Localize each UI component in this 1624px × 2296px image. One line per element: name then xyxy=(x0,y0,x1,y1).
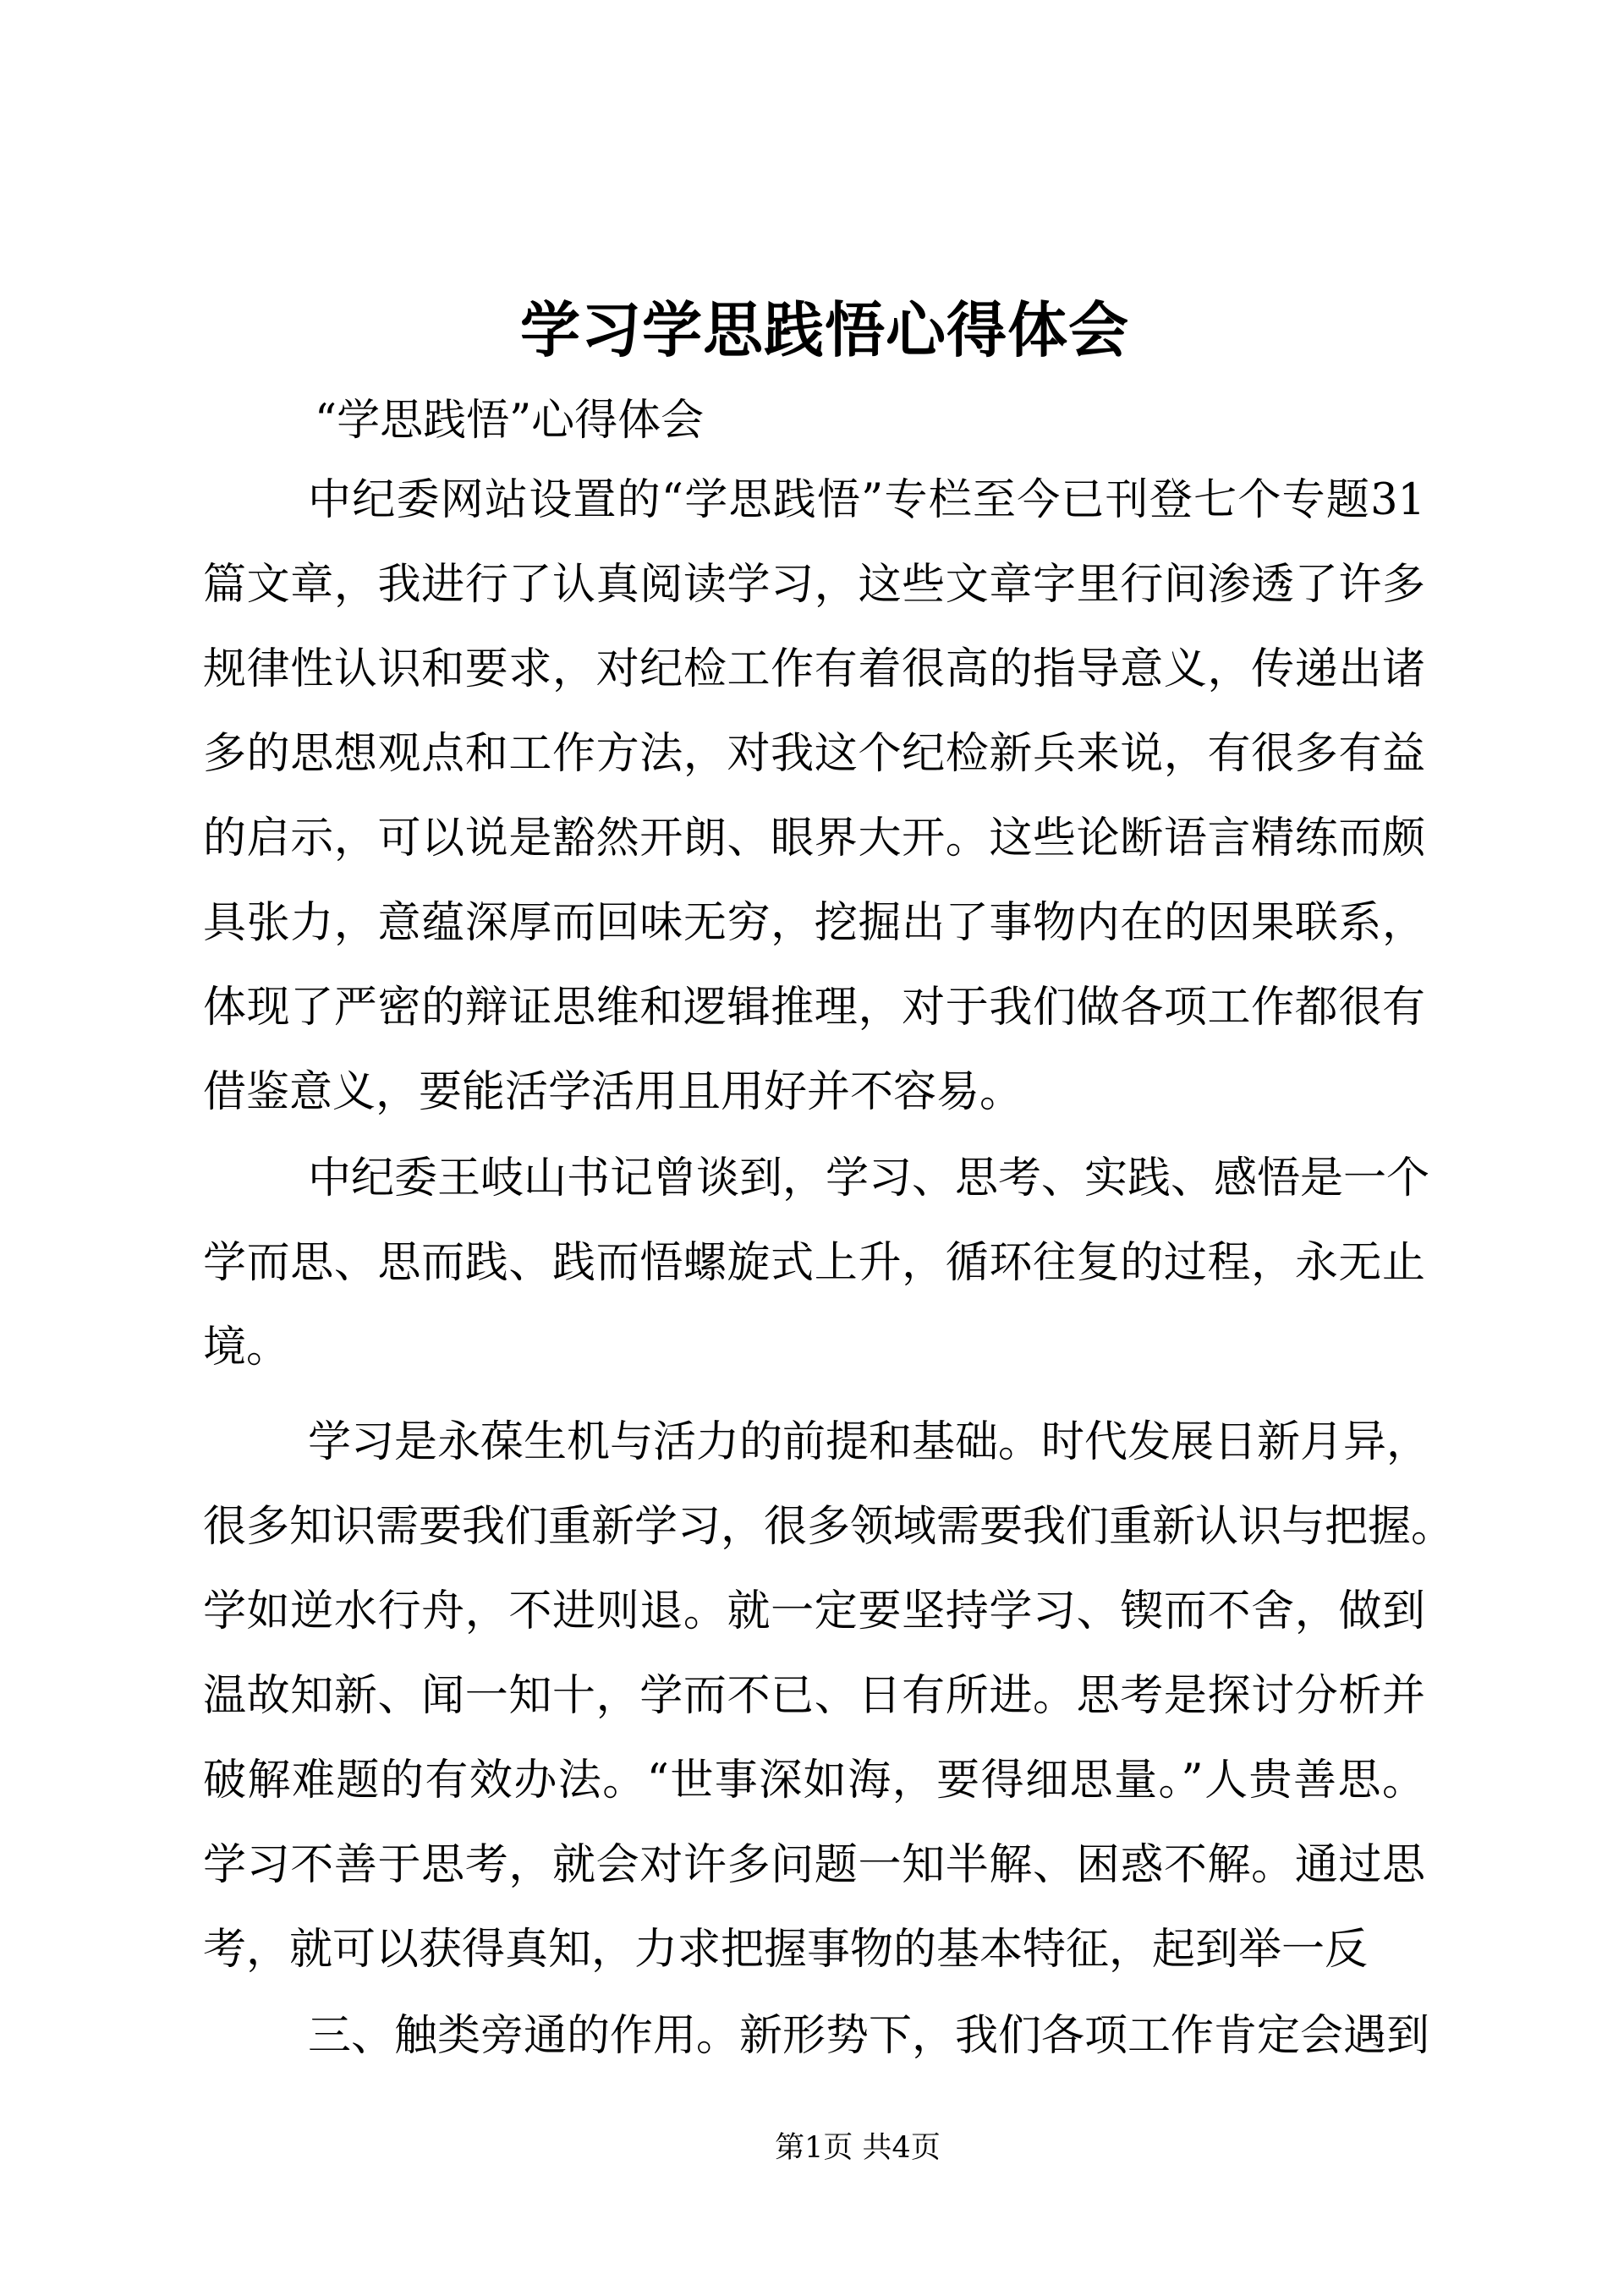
text-line: 破解难题的有效办法。“世事深如海，要得细思量。”人贵善思。 xyxy=(203,1756,1425,1806)
text-line: 篇文章，我进行了认真阅读学习，这些文章字里行间渗透了许多 xyxy=(203,560,1425,610)
text-line: 借鉴意义，要能活学活用且用好并不容易。 xyxy=(203,1067,1023,1117)
paragraph-4 xyxy=(203,1994,1430,2079)
document-title: 学习学思践悟心得体会 xyxy=(519,294,1129,365)
text-line: 体现了严密的辩证思维和逻辑推理，对于我们做各项工作都很有 xyxy=(203,983,1425,1033)
text-line: 学如逆水行舟，不进则退。就一定要坚持学习、锲而不舍，做到 xyxy=(203,1586,1425,1636)
page-number-footer: 第1页 共4页 xyxy=(775,2131,941,2165)
text-line: 考，就可以获得真知，力求把握事物的基本特征，起到举一反 xyxy=(203,1925,1369,1975)
text-line: 中纪委网站设置的“学思践悟”专栏至今已刊登七个专题31 xyxy=(308,475,1425,525)
text-line: 多的思想观点和工作方法，对我这个纪检新兵来说，有很多有益 xyxy=(203,729,1425,779)
text-line: 的启示，可以说是豁然开朗、眼界大开。这些论断语言精练而颇 xyxy=(203,814,1425,863)
paragraph-1 xyxy=(203,458,1425,1135)
text-line: 规律性认识和要求，对纪检工作有着很高的指导意义，传递出诸 xyxy=(203,644,1425,694)
text-line: 中纪委王岐山书记曾谈到，学习、思考、实践、感悟是一个 xyxy=(308,1153,1430,1203)
text-line: 温故知新、闻一知十，学而不已、日有所进。思考是探讨分析并 xyxy=(203,1671,1425,1721)
text-line: 三、触类旁通的作用。新形势下，我们各项工作肯定会遇到 xyxy=(308,2011,1430,2061)
text-line: 很多知识需要我们重新学习，很多领域需要我们重新认识与把握。 xyxy=(203,1502,1455,1552)
paragraph-2 xyxy=(203,1137,1430,1390)
document-subtitle: “学思践悟”心得体会 xyxy=(315,396,705,446)
paragraph-3 xyxy=(203,1400,1455,1992)
text-line: 学而思、思而践、践而悟螺旋式上升，循环往复的过程，永无止 xyxy=(203,1238,1425,1288)
text-line: 具张力，意蕴深厚而回味无穷，挖掘出了事物内在的因果联系， xyxy=(203,898,1425,948)
text-line: 学习是永葆生机与活力的前提和基础。时代发展日新月异， xyxy=(308,1417,1430,1467)
text-line: 学习不善于思考，就会对许多问题一知半解、困惑不解。通过思 xyxy=(203,1840,1425,1890)
document-body xyxy=(203,458,1455,2079)
text-line: 境。 xyxy=(203,1323,290,1373)
